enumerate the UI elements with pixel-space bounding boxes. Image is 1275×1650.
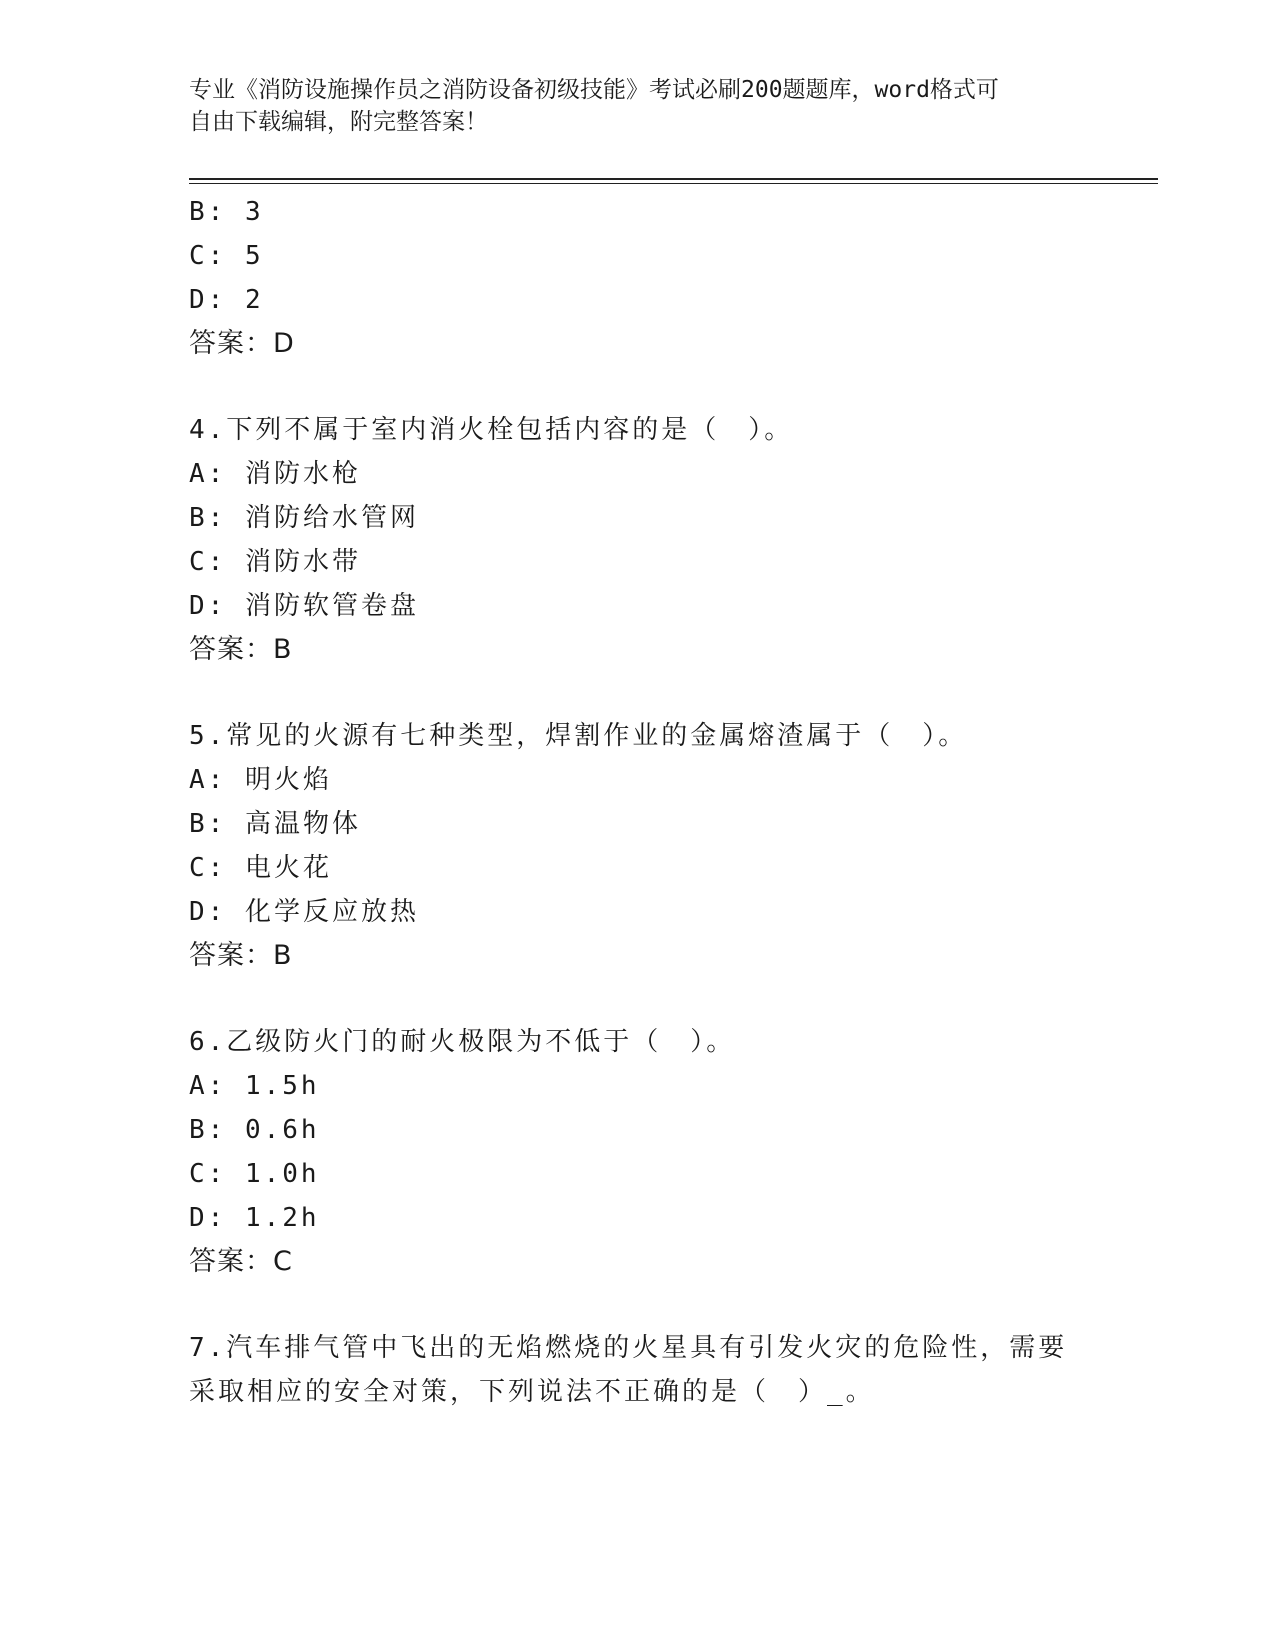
q5-option-b: B: 高温物体 (189, 809, 361, 839)
q5-option-a: A: 明火焰 (189, 765, 332, 795)
q4-option-d: D: 消防软管卷盘 (189, 591, 419, 621)
q6-option-c: C: 1.0h (189, 1159, 320, 1189)
q6-question: 6.乙级防火门的耐火极限为不低于（ ）。 (189, 1027, 736, 1057)
q3-option-c: C: 5 (189, 241, 264, 271)
header-divider-thick (189, 178, 1158, 180)
q6-option-a: A: 1.5h (189, 1071, 320, 1101)
document-header (189, 74, 1089, 138)
q5-answer: 答案：B (189, 940, 293, 971)
q3-option-b: B: 3 (189, 197, 264, 227)
q3-option-d: D: 2 (189, 285, 264, 315)
q7-question-line-2: 采取相应的安全对策，下列说法不正确的是（ ）_。 (189, 1377, 875, 1407)
header-line-1: 专业《消防设施操作员之消防设备初级技能》考试必刷200题题库，word格式可 (189, 77, 999, 103)
q4-question: 4.下列不属于室内消火栓包括内容的是（ ）。 (189, 415, 794, 445)
q5-question: 5.常见的火源有七种类型，焊割作业的金属熔渣属于（ ）。 (189, 721, 968, 751)
q4-answer: 答案：B (189, 634, 293, 665)
q6-option-b: B: 0.6h (189, 1115, 320, 1145)
q6-answer: 答案：C (189, 1246, 293, 1277)
header-line-2: 自由下载编辑，附完整答案！ (189, 109, 488, 135)
q7-question-line-1: 7.汽车排气管中飞出的无焰燃烧的火星具有引发火灾的危险性，需要 (189, 1333, 1068, 1363)
q4-option-c: C: 消防水带 (189, 547, 361, 577)
q5-option-d: D: 化学反应放热 (189, 897, 419, 927)
q4-option-b: B: 消防给水管网 (189, 503, 419, 533)
q5-option-c: C: 电火花 (189, 853, 332, 883)
q6-option-d: D: 1.2h (189, 1203, 320, 1233)
header-divider-thin (189, 183, 1158, 184)
q4-option-a: A: 消防水枪 (189, 459, 361, 489)
q3-answer: 答案：D (189, 328, 295, 359)
